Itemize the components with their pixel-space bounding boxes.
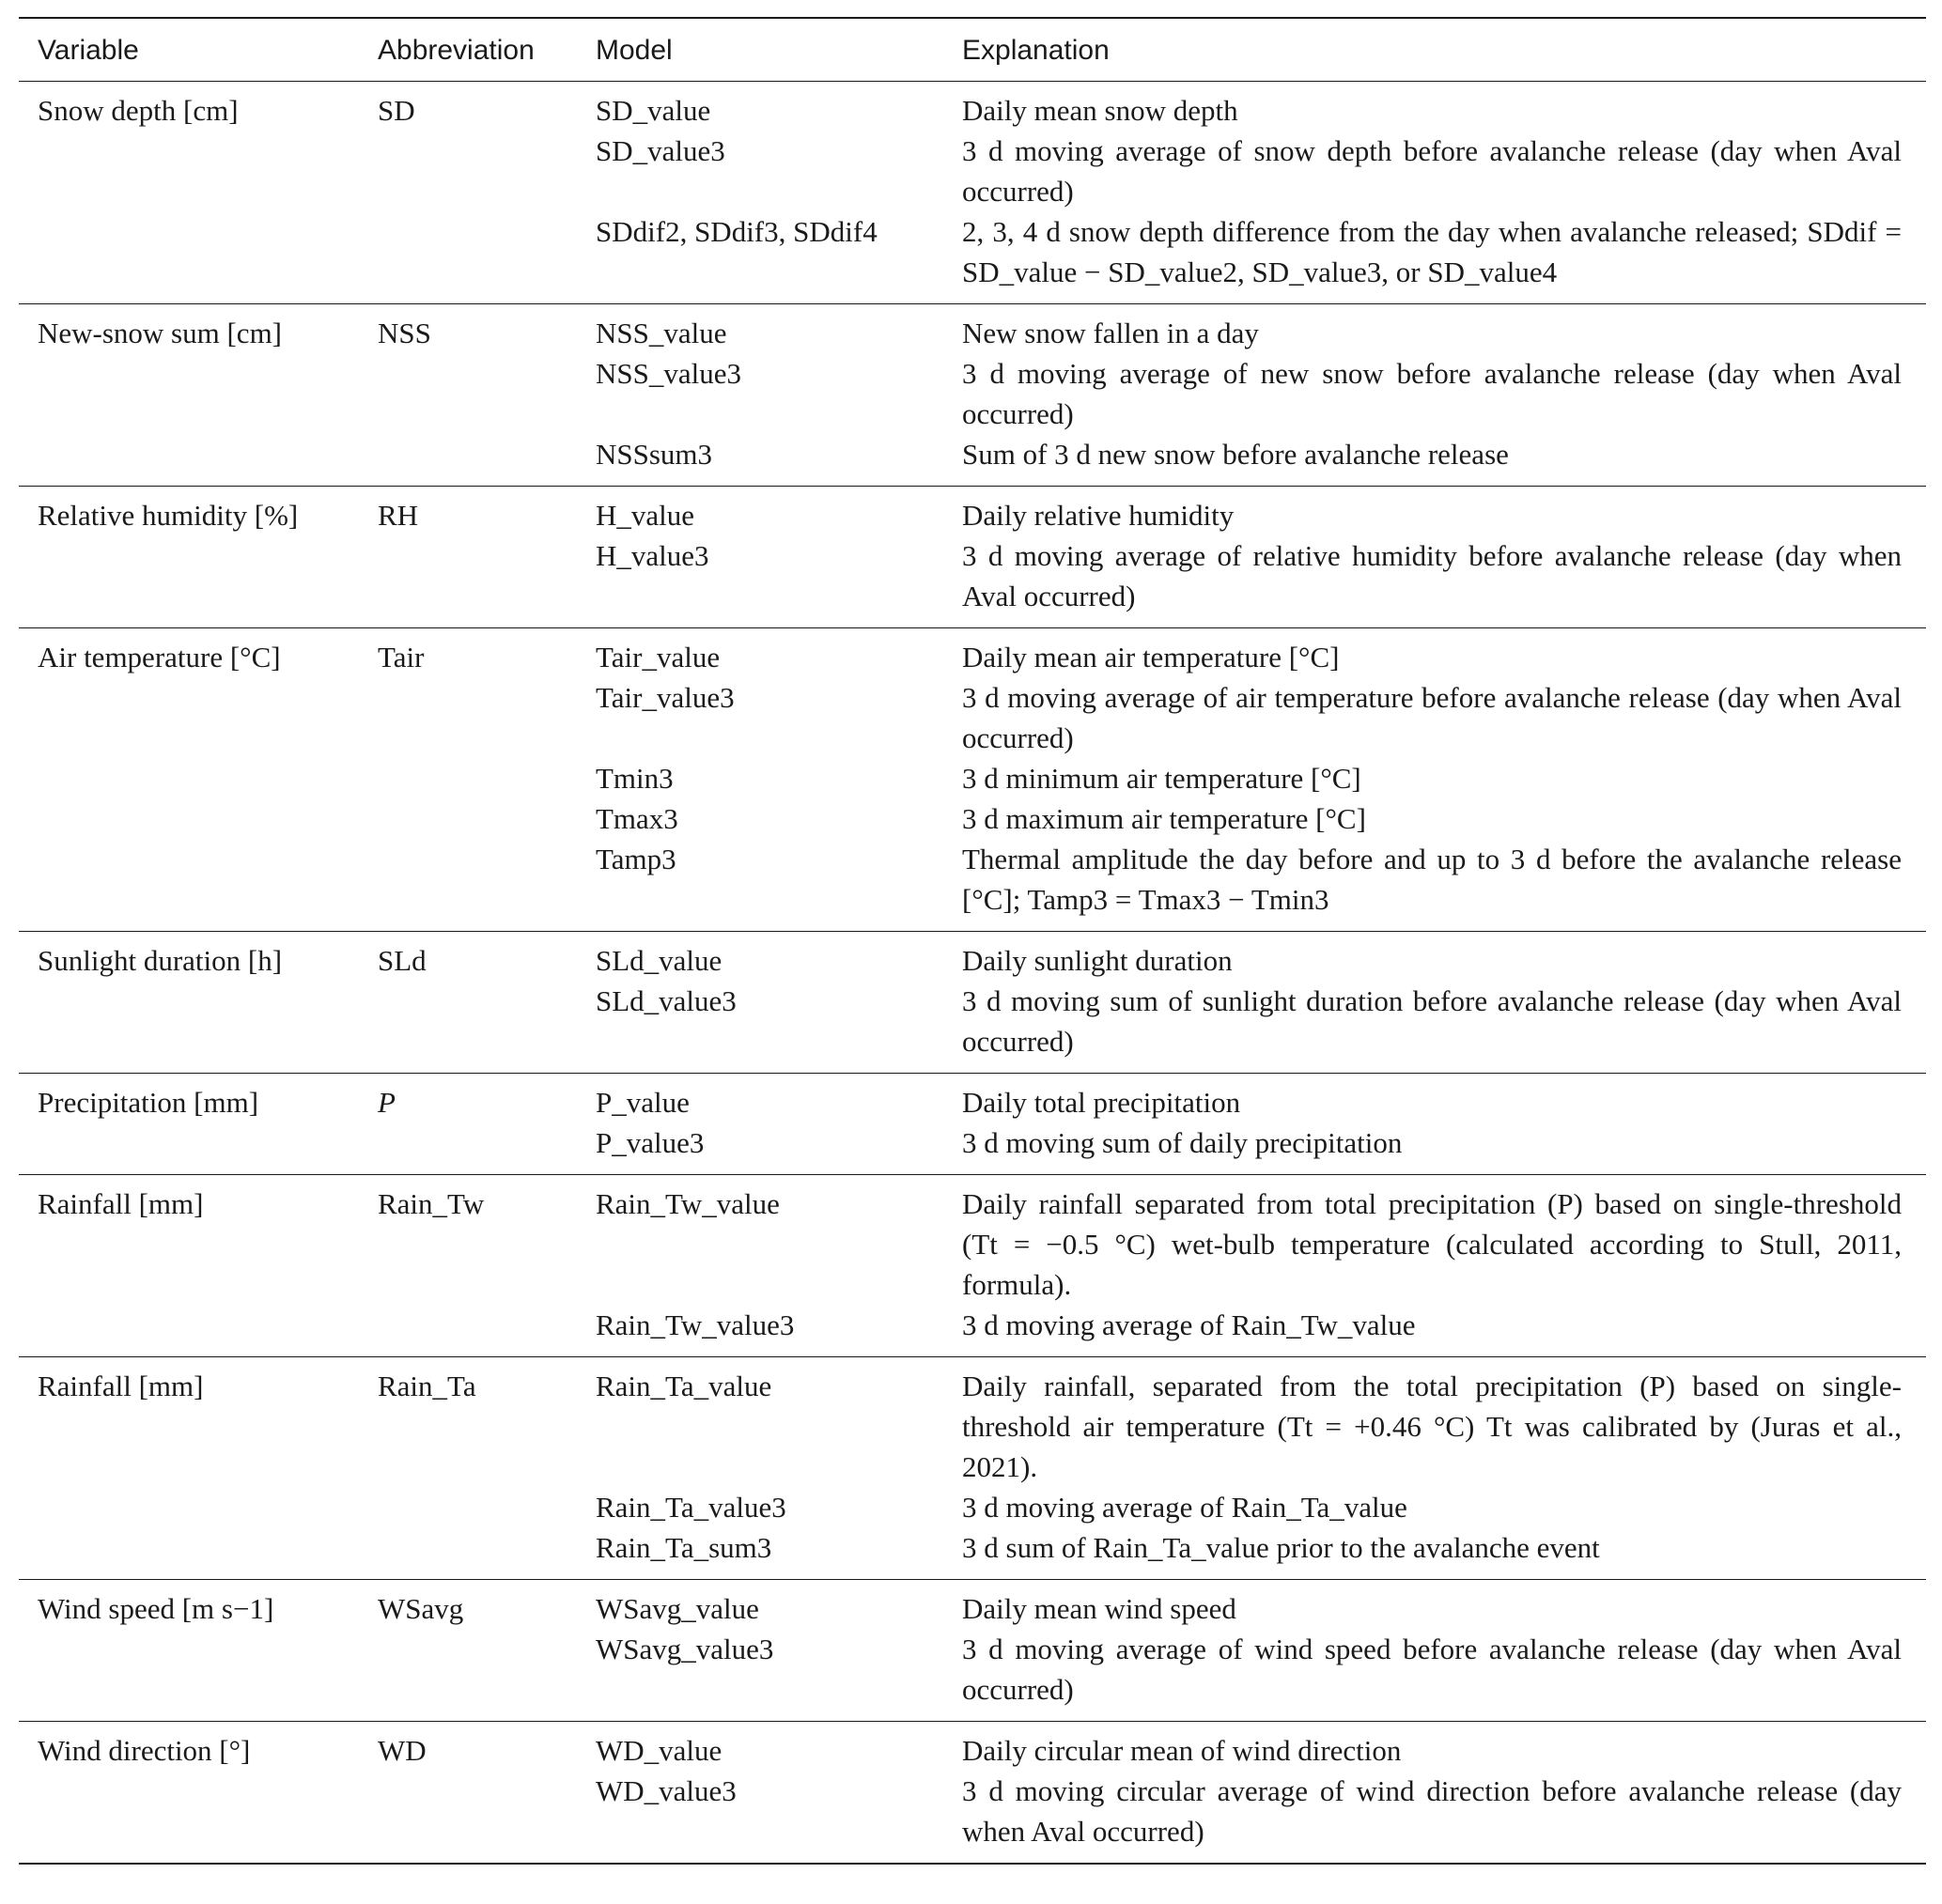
model-explanation: 3 d moving sum of sunlight duration before avalanche release (day when Aval occurred)	[962, 984, 1902, 1058]
cell-explanation-list	[943, 628, 1926, 932]
table-row	[19, 82, 1926, 304]
header-variable: Variable	[38, 34, 139, 66]
variables-table-container	[19, 17, 1926, 1865]
cell-explanation-list	[943, 487, 1926, 628]
header-explanation: Explanation	[962, 34, 1110, 66]
table-row	[19, 1175, 1926, 1357]
table-header-row	[19, 18, 1926, 82]
model-name: Tmax3	[596, 802, 678, 835]
table-header	[19, 18, 1926, 82]
cell-abbreviation: Rain_Ta	[378, 1370, 476, 1402]
cell-abbreviation: NSS	[378, 317, 431, 349]
cell-variable: Precipitation [mm]	[38, 1086, 259, 1119]
model-explanation: 3 d sum of Rain_Ta_value prior to the avalanche event	[962, 1531, 1600, 1564]
model-explanation: Daily mean snow depth	[962, 94, 1238, 127]
model-explanation: Daily rainfall, separated from the total precipitation (P) based on single-threshold air temperature (Tt = +0.46 °C) Tt was calibrated by (Juras et al., 2021).	[962, 1370, 1902, 1483]
header-model: Model	[596, 34, 673, 66]
model-name: SD_value	[596, 94, 711, 127]
model-explanation: Daily rainfall separated from total precipitation (P) based on single-threshold (Tt = −0.5 °C) wet-bulb temperature (calculated according to Stull, 2011, formula).	[962, 1187, 1902, 1301]
cell-model-list	[577, 82, 943, 304]
table-row	[19, 932, 1926, 1074]
cell-abbreviation: SLd	[378, 944, 427, 977]
cell-variable: Relative humidity [%]	[38, 499, 299, 532]
cell-explanation-list	[943, 932, 1926, 1074]
model-name: SD_value3	[596, 134, 725, 167]
model-name: NSS_value	[596, 317, 727, 349]
model-explanation: Daily sunlight duration	[962, 944, 1233, 977]
table-row	[19, 487, 1926, 628]
model-explanation: 3 d moving average of relative humidity before avalanche release (day when Aval occurred)	[962, 539, 1902, 612]
model-name: Rain_Tw_value	[596, 1187, 780, 1220]
cell-model-list	[577, 1175, 943, 1357]
cell-model-list	[577, 304, 943, 487]
model-explanation: Daily mean wind speed	[962, 1592, 1236, 1625]
cell-abbreviation: WSavg	[378, 1592, 464, 1625]
cell-variable: Wind speed [m s−1]	[38, 1592, 274, 1625]
cell-explanation-list	[943, 1357, 1926, 1580]
table-row	[19, 1580, 1926, 1722]
model-explanation: 3 d maximum air temperature [°C]	[962, 802, 1366, 835]
model-name: Tmin3	[596, 762, 674, 795]
cell-abbreviation: SD	[378, 94, 415, 127]
table-row	[19, 1357, 1926, 1580]
cell-abbreviation: WD	[378, 1734, 427, 1767]
table-row	[19, 304, 1926, 487]
cell-abbreviation: Rain_Tw	[378, 1187, 485, 1220]
cell-model-list	[577, 1722, 943, 1865]
cell-abbreviation: RH	[378, 499, 419, 532]
cell-explanation-list	[943, 304, 1926, 487]
cell-variable: Rainfall [mm]	[38, 1370, 204, 1402]
cell-explanation-list	[943, 1580, 1926, 1722]
model-explanation: 3 d minimum air temperature [°C]	[962, 762, 1361, 795]
model-name: WSavg_value3	[596, 1633, 774, 1665]
model-name: SLd_value	[596, 944, 722, 977]
cell-model-list	[577, 932, 943, 1074]
cell-variable: Air temperature [°C]	[38, 641, 281, 673]
model-explanation: Daily circular mean of wind direction	[962, 1734, 1402, 1767]
model-name: H_value3	[596, 539, 709, 572]
model-name: SLd_value3	[596, 984, 737, 1017]
model-name: Rain_Ta_value3	[596, 1491, 786, 1524]
model-name: H_value	[596, 499, 695, 532]
cell-abbreviation: Tair	[378, 641, 425, 673]
cell-model-list	[577, 1074, 943, 1175]
model-explanation: 3 d moving average of snow depth before avalanche release (day when Aval occurred)	[962, 134, 1902, 208]
cell-model-list	[577, 487, 943, 628]
cell-explanation-list	[943, 82, 1926, 304]
table-row	[19, 1074, 1926, 1175]
model-name: WD_value	[596, 1734, 722, 1767]
model-name: P_value3	[596, 1126, 705, 1159]
variables-table	[19, 17, 1926, 1865]
model-name: Tair_value	[596, 641, 721, 673]
cell-model-list	[577, 628, 943, 932]
cell-model-list	[577, 1580, 943, 1722]
model-explanation: 3 d moving average of air temperature before avalanche release (day when Aval occurred)	[962, 681, 1902, 754]
model-explanation: 3 d moving average of Rain_Tw_value	[962, 1308, 1416, 1341]
model-explanation: 3 d moving average of new snow before avalanche release (day when Aval occurred)	[962, 357, 1902, 430]
cell-variable: Sunlight duration [h]	[38, 944, 283, 977]
model-explanation: 2, 3, 4 d snow depth difference from the day when avalanche released; SDdif = SD_value − SD_value2, SD_value3, or SD_value4	[962, 215, 1902, 288]
model-name: P_value	[596, 1086, 690, 1119]
cell-variable: New-snow sum [cm]	[38, 317, 283, 349]
model-name: Rain_Ta_value	[596, 1370, 772, 1402]
model-name: SDdif2, SDdif3, SDdif4	[596, 215, 878, 248]
model-name: NSSsum3	[596, 438, 713, 471]
cell-variable: Wind direction [°]	[38, 1734, 251, 1767]
model-explanation: Sum of 3 d new snow before avalanche release	[962, 438, 1509, 471]
model-explanation: 3 d moving average of wind speed before avalanche release (day when Aval occurred)	[962, 1633, 1902, 1706]
cell-explanation-list	[943, 1722, 1926, 1865]
model-name: WD_value3	[596, 1774, 737, 1807]
header-abbreviation: Abbreviation	[378, 34, 535, 66]
model-name: Tair_value3	[596, 681, 735, 714]
table-row	[19, 1722, 1926, 1865]
model-name: Rain_Tw_value3	[596, 1308, 795, 1341]
model-explanation: 3 d moving average of Rain_Ta_value	[962, 1491, 1407, 1524]
table-row	[19, 628, 1926, 932]
model-name: NSS_value3	[596, 357, 741, 390]
model-explanation: Daily mean air temperature [°C]	[962, 641, 1340, 673]
model-explanation: 3 d moving circular average of wind direction before avalanche release (day when Aval occurred)	[962, 1774, 1902, 1848]
model-name: Rain_Ta_sum3	[596, 1531, 772, 1564]
model-name: WSavg_value	[596, 1592, 759, 1625]
model-explanation: Daily total precipitation	[962, 1086, 1241, 1119]
model-explanation: Thermal amplitude the day before and up to 3 d before the avalanche release [°C]; Tamp3 = Tmax3 − Tmin3	[962, 843, 1902, 916]
cell-explanation-list	[943, 1175, 1926, 1357]
model-explanation: New snow fallen in a day	[962, 317, 1259, 349]
cell-variable: Rainfall [mm]	[38, 1187, 204, 1220]
cell-explanation-list	[943, 1074, 1926, 1175]
cell-variable: Snow depth [cm]	[38, 94, 239, 127]
model-explanation: Daily relative humidity	[962, 499, 1235, 532]
model-name: Tamp3	[596, 843, 676, 875]
cell-abbreviation: P	[378, 1086, 396, 1119]
table-body	[19, 82, 1926, 1865]
cell-model-list	[577, 1357, 943, 1580]
model-explanation: 3 d moving sum of daily precipitation	[962, 1126, 1403, 1159]
